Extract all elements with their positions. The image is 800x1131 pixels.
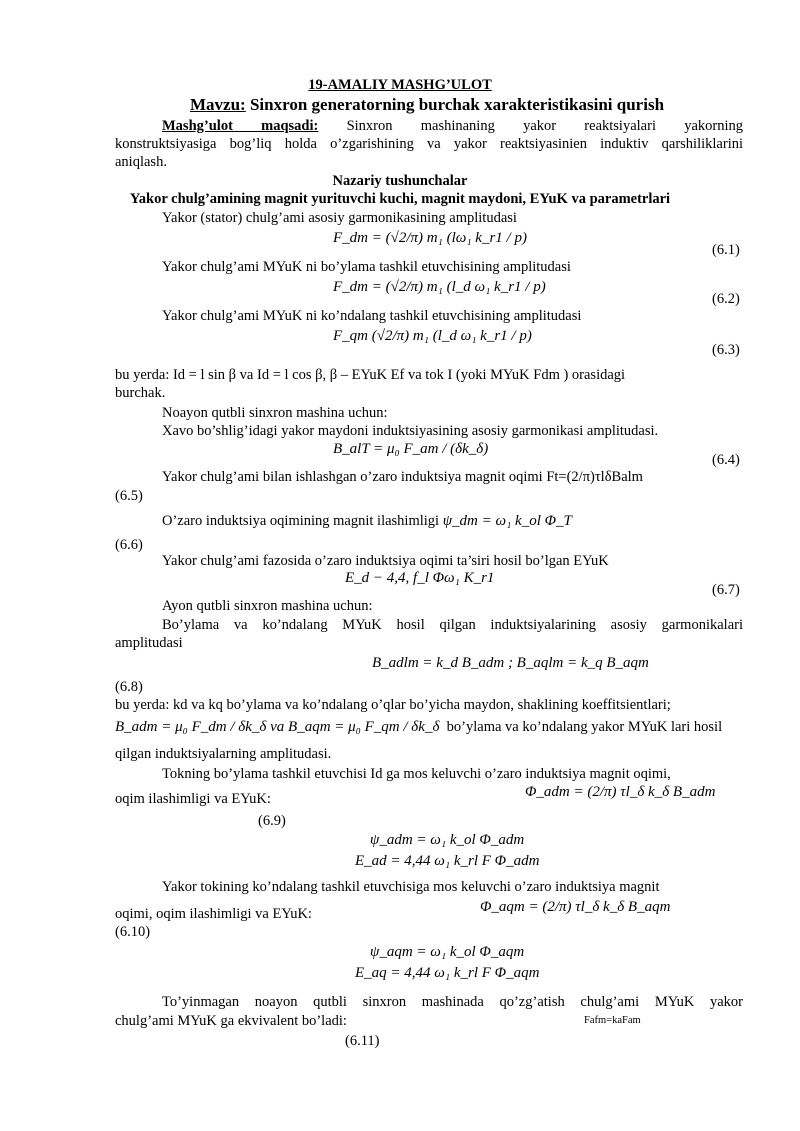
topic-text: Sinxron generatorning burchak xarakteristikasini qurish xyxy=(245,95,665,114)
paragraph-6-9-line-2: oqim ilashimligi va EYuK: xyxy=(115,791,271,807)
equation-number-6-5: (6.5) xyxy=(115,488,143,504)
formula-6-8-text: B_adlm = k_d B_adm ; B_aqlm = k_q B_aqm xyxy=(372,655,649,671)
paragraph-6-8-line-2: amplitudasi xyxy=(115,635,183,651)
paragraph-6-8-line-1: Bo’ylama va ko’ndalang MYuK hosil qilgan induktsiyalarining asosiy garmonikalari xyxy=(162,617,743,633)
paragraph-salient: Ayon qutbli sinxron mashina uchun: xyxy=(162,598,373,614)
formula-6-3-text: F_qm (√2/π) m₁ (l_d ω₁ k_r1 / p) xyxy=(333,328,532,344)
paragraph-where-2: burchak. xyxy=(115,385,166,401)
formula-6-9-flux: Φ_adm = (2/π) τl_δ k_δ B_adm xyxy=(525,784,716,800)
paragraph-6-6 xyxy=(162,513,572,530)
paragraph-6-10-line-1: Yakor tokining ko’ndalang tashkil etuvchisiga mos keluvchi o’zaro induktsiya magnit xyxy=(162,879,660,895)
paragraph-6-1: Yakor (stator) chulg’ami asosiy garmonikasining amplitudasi xyxy=(162,210,517,226)
formula-b-adm-b-aqm: B_adm = μ₀ F_dm / δk_δ va B_aqm = μ₀ F_qm / δk_δ xyxy=(115,719,440,735)
equation-number-6-10: (6.10) xyxy=(115,924,151,940)
formula-6-2-text: F_dm = (√2/π) m₁ (l_d ω₁ k_r1 / p) xyxy=(333,279,546,295)
paragraph-b-amplitudes-end: qilgan induktsiyalarning amplitudasi. xyxy=(115,746,332,762)
equation-number-6-8: (6.8) xyxy=(115,679,143,695)
topic-label: Mavzu: xyxy=(190,95,246,114)
formula-6-10-flux: Φ_aqm = (2/π) τl_δ k_δ B_aqm xyxy=(480,899,671,915)
goal-line-2: konstruktsiyasiga bog’liq holda o’zgarishining va yakor reaktsiyasinien induktiv qarshiliklarini xyxy=(115,136,743,152)
formula-6-7 xyxy=(345,570,494,587)
formula-6-10-emf: E_aq = 4,44 ω₁ k_rl F Φ_aqm xyxy=(355,965,540,981)
equation-number-6-9: (6.9) xyxy=(258,813,286,829)
paragraph-b-amplitudes-text: bo’ylama va ko’ndalang yakor MYuK lari hosil xyxy=(446,719,723,735)
formula-6-4 xyxy=(333,441,488,458)
section-heading-yakor: Yakor chulg’amining magnit yurituvchi kuchi, magnit maydoni, EYuK va parametrlari xyxy=(129,191,671,207)
paragraph-6-9-line-1: Tokning bo’ylama tashkil etuvchisi Id ga mos keluvchi o’zaro induktsiya magnit oqimi, xyxy=(162,766,671,782)
paragraph-6-11-line-1: To’yinmagan noayon qutbli sinxron mashinada qo’zg’atish chulg’ami MYuK yakor xyxy=(162,994,743,1010)
paragraph-6-7: Yakor chulg’ami fazosida o’zaro induktsiya oqimi ta’siri hosil bo’lgan EYuK xyxy=(162,553,609,569)
formula-6-1 xyxy=(333,230,527,247)
formula-6-7-text: E_d − 4,4, f_l Φω₁ K_r1 xyxy=(345,570,495,586)
goal-label: Mashg’ulot maqsadi: xyxy=(162,118,319,134)
formula-6-6: ψ_dm = ω₁ k_ol Φ_T xyxy=(442,513,572,529)
equation-number-6-1: (6.1) xyxy=(712,242,740,258)
paragraph-nonsalient: Noayon qutbli sinxron mashina uchun: xyxy=(162,405,388,421)
equation-number-6-2: (6.2) xyxy=(712,291,740,307)
goal-line-3: aniqlash. xyxy=(115,154,167,170)
paragraph-airgap: Xavo bo’shlig’idagi yakor maydoni induktsiyasining asosiy garmonikasi amplitudasi. xyxy=(162,423,659,439)
equation-number-6-11: (6.11) xyxy=(345,1033,380,1049)
formula-6-4-text: B_alT = μ₀ F_am / (δk_δ) xyxy=(333,441,489,457)
paragraph-b-amplitudes xyxy=(115,719,722,736)
formula-6-10-linkage: ψ_aqm = ω₁ k_ol Φ_aqm xyxy=(370,944,525,960)
paragraph-6-2: Yakor chulg’ami MYuK ni bo’ylama tashkil etuvchisining amplitudasi xyxy=(162,259,571,275)
paragraph-6-6-text: O’zaro induktsiya oqimining magnit ilashimligi xyxy=(162,513,440,529)
formula-6-11: Fafm=kaFam xyxy=(584,1015,641,1026)
formula-6-9-linkage: ψ_adm = ω₁ k_ol Φ_adm xyxy=(370,832,525,848)
equation-number-6-3: (6.3) xyxy=(712,342,740,358)
paragraph-6-11-line-2: chulg’ami MYuK ga ekvivalent bo’ladi: xyxy=(115,1013,347,1029)
formula-6-8 xyxy=(372,655,649,672)
goal-line-1 xyxy=(162,118,743,135)
formula-6-1-text: F_dm = (√2/π) m₁ (lω₁ k_r1 / p) xyxy=(333,230,527,246)
equation-number-6-6: (6.6) xyxy=(115,537,143,553)
page-title: 19-AMALIY MASHG’ULOT xyxy=(308,77,492,93)
section-heading-theory: Nazariy tushunchalar xyxy=(332,173,468,189)
paragraph-6-10-line-2: oqimi, oqim ilashimligi va EYuK: xyxy=(115,906,312,922)
paragraph-6-5: Yakor chulg’ami bilan ishlashgan o’zaro induktsiya magnit oqimi Ft=(2/π)τlδBalm xyxy=(162,469,643,485)
equation-number-6-7: (6.7) xyxy=(712,582,740,598)
paragraph-6-3: Yakor chulg’ami MYuK ni ko’ndalang tashkil etuvchisining amplitudasi xyxy=(162,308,582,324)
topic-line xyxy=(190,95,664,115)
paragraph-coefficients: bu yerda: kd va kq bo’ylama va ko’ndalang o’qlar bo’yicha maydon, shaklining koeffitsientlari; xyxy=(115,697,671,713)
equation-number-6-4: (6.4) xyxy=(712,452,740,468)
formula-6-3 xyxy=(333,328,532,345)
formula-6-2 xyxy=(333,279,546,296)
paragraph-where-1: bu yerda: Id = l sin β va Id = l cos β, β – EYuK Ef va tok I (yoki MYuK Fdm ) orasidagi xyxy=(115,367,626,383)
goal-text: Sinxron mashinaning yakor reaktsiyalari yakorning xyxy=(346,118,743,134)
formula-6-9-emf: E_ad = 4,44 ω₁ k_rl F Φ_adm xyxy=(355,853,540,869)
